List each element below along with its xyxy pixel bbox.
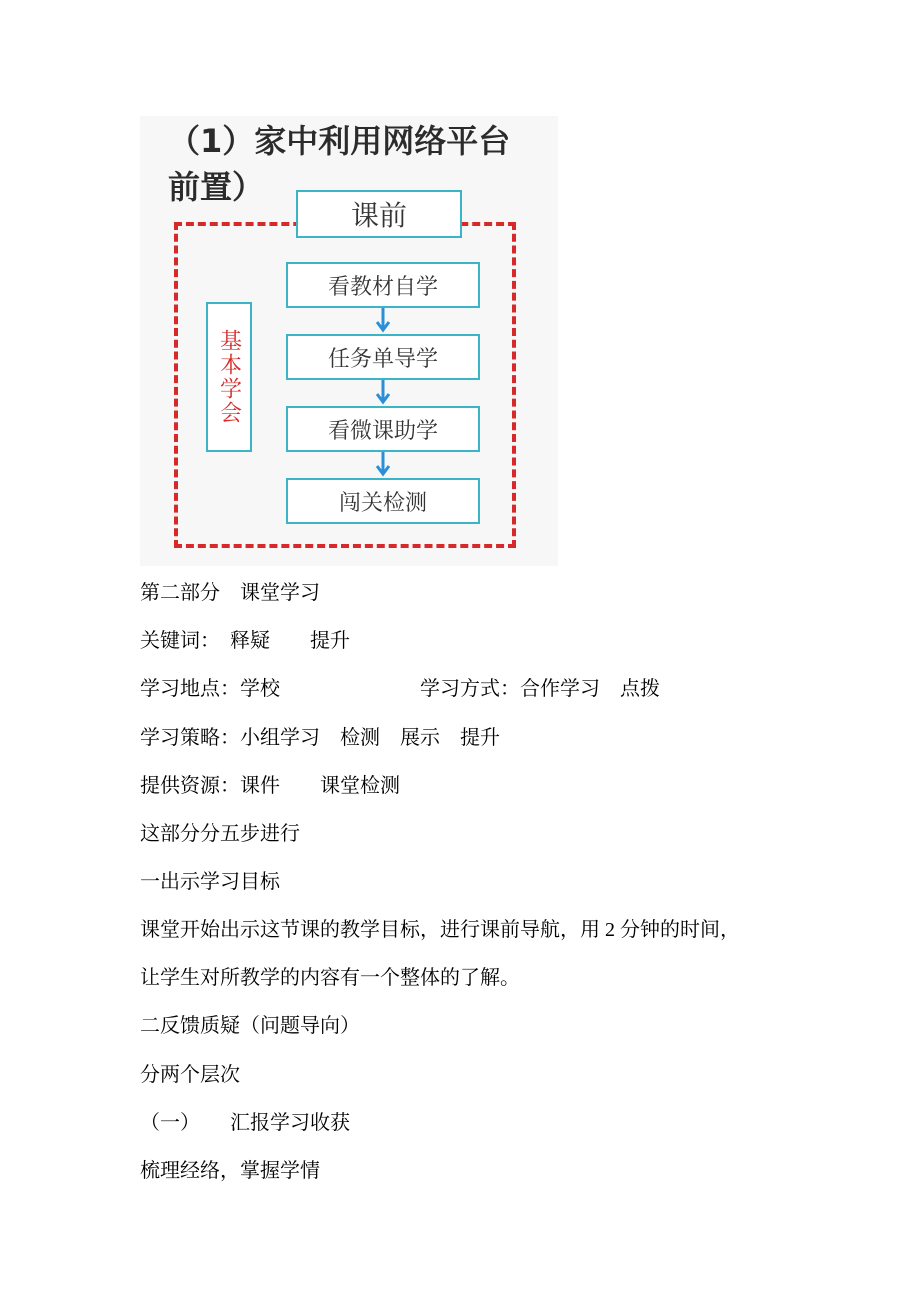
step-box-4: 闯关检测 <box>286 478 480 524</box>
resources-line: 提供资源：课件 课堂检测 <box>140 775 400 797</box>
location-method-line: 学习地点：学校 学习方式：合作学习 点拨 <box>140 678 660 700</box>
step-box-1: 看教材自学 <box>286 262 480 308</box>
figure-title-line-2: 前置） <box>168 168 265 206</box>
side-label: 基本学会 <box>216 329 242 425</box>
paragraph-line: 课堂开始出示这节课的教学目标，进行课前导航，用 2 分钟的时间， <box>140 919 740 941</box>
sub-heading: （一） 汇报学习收获 <box>140 1112 350 1134</box>
step-heading: 一出示学习目标 <box>140 871 280 893</box>
step-box-2: 任务单导学 <box>286 334 480 380</box>
down-arrow-icon <box>376 380 390 406</box>
keywords-line: 关键词： 释疑 提升 <box>140 630 350 652</box>
section-heading: 第二部分 课堂学习 <box>140 582 320 604</box>
paragraph-line: 这部分分五步进行 <box>140 823 300 845</box>
figure-title-line-1: （1）家中利用网络平台 <box>168 122 511 160</box>
flowchart-figure <box>140 116 558 566</box>
pre-class-box: 课前 <box>296 190 462 238</box>
paragraph-line: 分两个层次 <box>140 1064 240 1086</box>
paragraph-line: 让学生对所教学的内容有一个整体的了解。 <box>140 967 520 989</box>
step-box-3: 看微课助学 <box>286 406 480 452</box>
paragraph-line: 梳理经络，掌握学情 <box>140 1160 320 1182</box>
down-arrow-icon <box>376 308 390 334</box>
side-label-box <box>206 302 252 452</box>
strategy-line: 学习策略：小组学习 检测 展示 提升 <box>140 727 500 749</box>
down-arrow-icon <box>376 452 390 478</box>
step-heading: 二反馈质疑（问题导向） <box>140 1015 360 1037</box>
